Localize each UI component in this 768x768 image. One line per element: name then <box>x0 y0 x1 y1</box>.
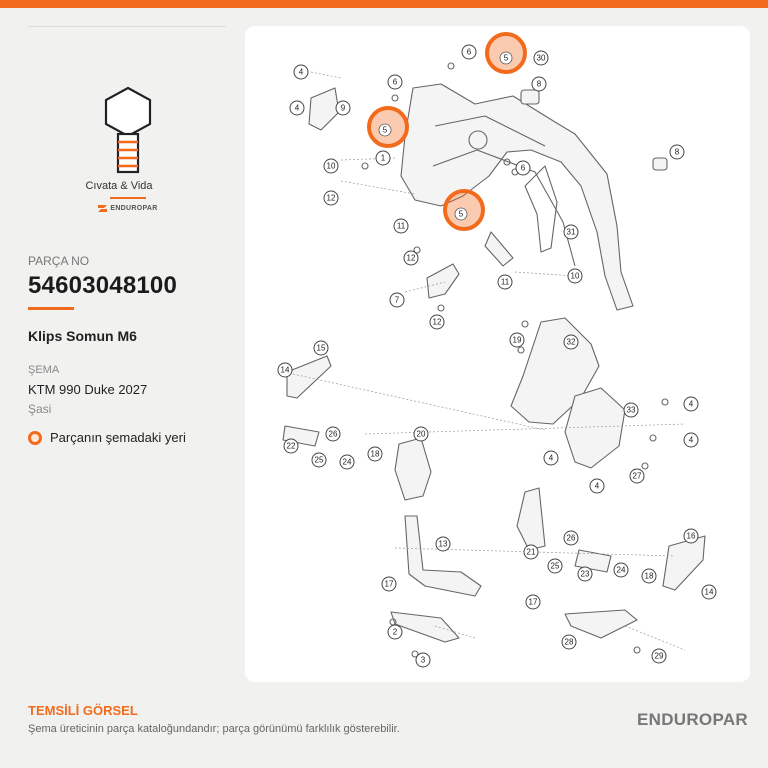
linkage-7 <box>427 264 459 298</box>
brake-lever-21 <box>517 488 545 550</box>
svg-text:20: 20 <box>416 429 426 439</box>
svg-text:24: 24 <box>616 565 626 575</box>
svg-text:14: 14 <box>280 365 290 375</box>
svg-text:8: 8 <box>536 79 542 89</box>
schema-label: ŞEMA <box>28 364 60 376</box>
category-underline <box>110 197 146 199</box>
svg-text:17: 17 <box>384 579 394 589</box>
svg-text:11: 11 <box>500 277 510 287</box>
svg-text:25: 25 <box>314 455 324 465</box>
callout-13 <box>436 537 450 551</box>
svg-text:11: 11 <box>396 221 406 231</box>
part-number: 54603048100 <box>28 272 178 299</box>
heel-plate-16 <box>663 536 705 590</box>
callout-8b <box>670 145 684 159</box>
svg-text:9: 9 <box>340 103 346 113</box>
footer-title: TEMSİLİ GÖRSEL <box>28 703 138 718</box>
callout-15 <box>314 341 328 355</box>
divider <box>28 26 226 27</box>
callout-12c <box>430 315 444 329</box>
svg-text:22: 22 <box>286 441 296 451</box>
svg-text:12: 12 <box>326 193 336 203</box>
schema-group: Şasi <box>28 402 52 416</box>
svg-text:30: 30 <box>536 53 546 63</box>
callout-10b <box>568 269 582 283</box>
callout-2 <box>388 625 402 639</box>
part-name: Klips Somun M6 <box>28 328 137 344</box>
callout-28 <box>562 635 576 649</box>
bracket-9 <box>309 88 339 130</box>
svg-text:5: 5 <box>458 209 464 219</box>
svg-text:18: 18 <box>370 449 380 459</box>
category-label: Cıvata & Vida <box>85 180 153 192</box>
svg-text:4: 4 <box>298 67 304 77</box>
highlight-part-5c <box>445 191 483 229</box>
svg-text:6: 6 <box>466 47 472 57</box>
callout-6a <box>462 45 476 59</box>
callout-4a <box>294 65 308 79</box>
schema-model: KTM 990 Duke 2027 <box>28 382 148 397</box>
svg-text:17: 17 <box>528 597 538 607</box>
part-number-underline <box>28 307 74 310</box>
footer-note: Şema üreticinin parça kataloğundandır; parça görünümü farklılık gösterebilir. <box>28 723 400 735</box>
svg-text:4: 4 <box>688 435 694 445</box>
svg-text:8: 8 <box>674 147 680 157</box>
svg-text:24: 24 <box>342 457 352 467</box>
svg-text:18: 18 <box>644 571 654 581</box>
guard-2 <box>391 612 459 642</box>
heel-plate-15 <box>287 356 331 398</box>
svg-text:27: 27 <box>632 471 642 481</box>
callout-25b <box>548 559 562 573</box>
callout-4b <box>290 101 304 115</box>
callout-24b <box>614 563 628 577</box>
callout-31 <box>564 225 578 239</box>
callout-14a <box>278 363 292 377</box>
svg-text:26: 26 <box>328 429 338 439</box>
linkage-arm <box>485 232 513 266</box>
brand-logo-small <box>70 205 186 212</box>
svg-text:6: 6 <box>392 77 398 87</box>
callout-17b <box>526 595 540 609</box>
callout-19 <box>510 333 524 347</box>
svg-text:3: 3 <box>420 655 426 665</box>
svg-text:29: 29 <box>654 651 664 661</box>
highlight-part-5a <box>487 34 525 72</box>
svg-text:19: 19 <box>512 335 522 345</box>
brand-small-text: ENDUROPAR <box>110 205 158 212</box>
highlight-part-5b <box>369 108 407 146</box>
callout-11a <box>394 219 408 233</box>
callout-4c <box>684 397 698 411</box>
svg-text:21: 21 <box>526 547 536 557</box>
svg-text:12: 12 <box>406 253 416 263</box>
cap-8 <box>521 90 539 104</box>
svg-text:10: 10 <box>570 271 580 281</box>
footer-brand: ENDUROPAR <box>636 710 748 729</box>
svg-text:12: 12 <box>432 317 442 327</box>
callout-33 <box>624 403 638 417</box>
callout-18a <box>368 447 382 461</box>
callout-4f <box>590 479 604 493</box>
callout-12a <box>324 191 338 205</box>
callout-21 <box>524 545 538 559</box>
top-accent-bar <box>0 0 768 8</box>
frame-parts-diagram <box>245 26 750 682</box>
callout-30 <box>534 51 548 65</box>
callout-4e <box>544 451 558 465</box>
location-legend <box>28 430 186 445</box>
callout-12b <box>404 251 418 265</box>
svg-text:28: 28 <box>564 637 574 647</box>
cover-33 <box>565 388 625 468</box>
callout-3 <box>416 653 430 667</box>
callout-6b <box>388 75 402 89</box>
callout-24a <box>340 455 354 469</box>
svg-text:15: 15 <box>316 343 326 353</box>
svg-text:5: 5 <box>382 125 388 135</box>
callout-26a <box>326 427 340 441</box>
svg-text:4: 4 <box>688 399 694 409</box>
svg-text:6: 6 <box>520 163 526 173</box>
callout-4d <box>684 433 698 447</box>
callout-18b <box>642 569 656 583</box>
callout-26b <box>564 531 578 545</box>
cap-8b <box>653 158 667 170</box>
svg-text:4: 4 <box>548 453 554 463</box>
callout-23 <box>578 567 592 581</box>
callout-16 <box>684 529 698 543</box>
svg-text:14: 14 <box>704 587 714 597</box>
exploded-diagram <box>245 26 750 682</box>
svg-text:1: 1 <box>380 153 386 163</box>
svg-text:10: 10 <box>326 161 336 171</box>
bolt-icon <box>96 86 160 176</box>
callout-10a <box>324 159 338 173</box>
callout-20 <box>414 427 428 441</box>
callout-11b <box>498 275 512 289</box>
highlight-marker-icon <box>28 431 42 445</box>
subframe <box>525 166 557 252</box>
callout-27 <box>630 469 644 483</box>
shift-lever-13 <box>405 516 481 596</box>
svg-text:31: 31 <box>566 227 576 237</box>
svg-text:5: 5 <box>503 53 509 63</box>
svg-text:33: 33 <box>626 405 636 415</box>
svg-text:26: 26 <box>566 533 576 543</box>
svg-text:13: 13 <box>438 539 448 549</box>
svg-text:2: 2 <box>392 627 398 637</box>
callout-9 <box>336 101 350 115</box>
svg-text:4: 4 <box>294 103 300 113</box>
callout-7 <box>390 293 404 307</box>
callout-14b <box>702 585 716 599</box>
svg-text:23: 23 <box>580 569 590 579</box>
callout-25a <box>312 453 326 467</box>
guard-28 <box>565 610 637 638</box>
svg-text:4: 4 <box>594 481 600 491</box>
brand-mark-icon <box>98 205 107 212</box>
callout-1 <box>376 151 390 165</box>
callout-32 <box>564 335 578 349</box>
callout-29 <box>652 649 666 663</box>
callout-17a <box>382 577 396 591</box>
svg-text:32: 32 <box>566 337 576 347</box>
footrest-bracket-20 <box>395 438 431 500</box>
callout-6c <box>516 161 530 175</box>
part-number-label: PARÇA NO <box>28 254 90 268</box>
part-info-panel <box>0 8 244 698</box>
svg-text:7: 7 <box>394 295 400 305</box>
svg-text:25: 25 <box>550 561 560 571</box>
legend-text: Parçanın şemadaki yeri <box>50 430 186 445</box>
callout-8a <box>532 77 546 91</box>
callout-22 <box>284 439 298 453</box>
svg-text:16: 16 <box>686 531 696 541</box>
